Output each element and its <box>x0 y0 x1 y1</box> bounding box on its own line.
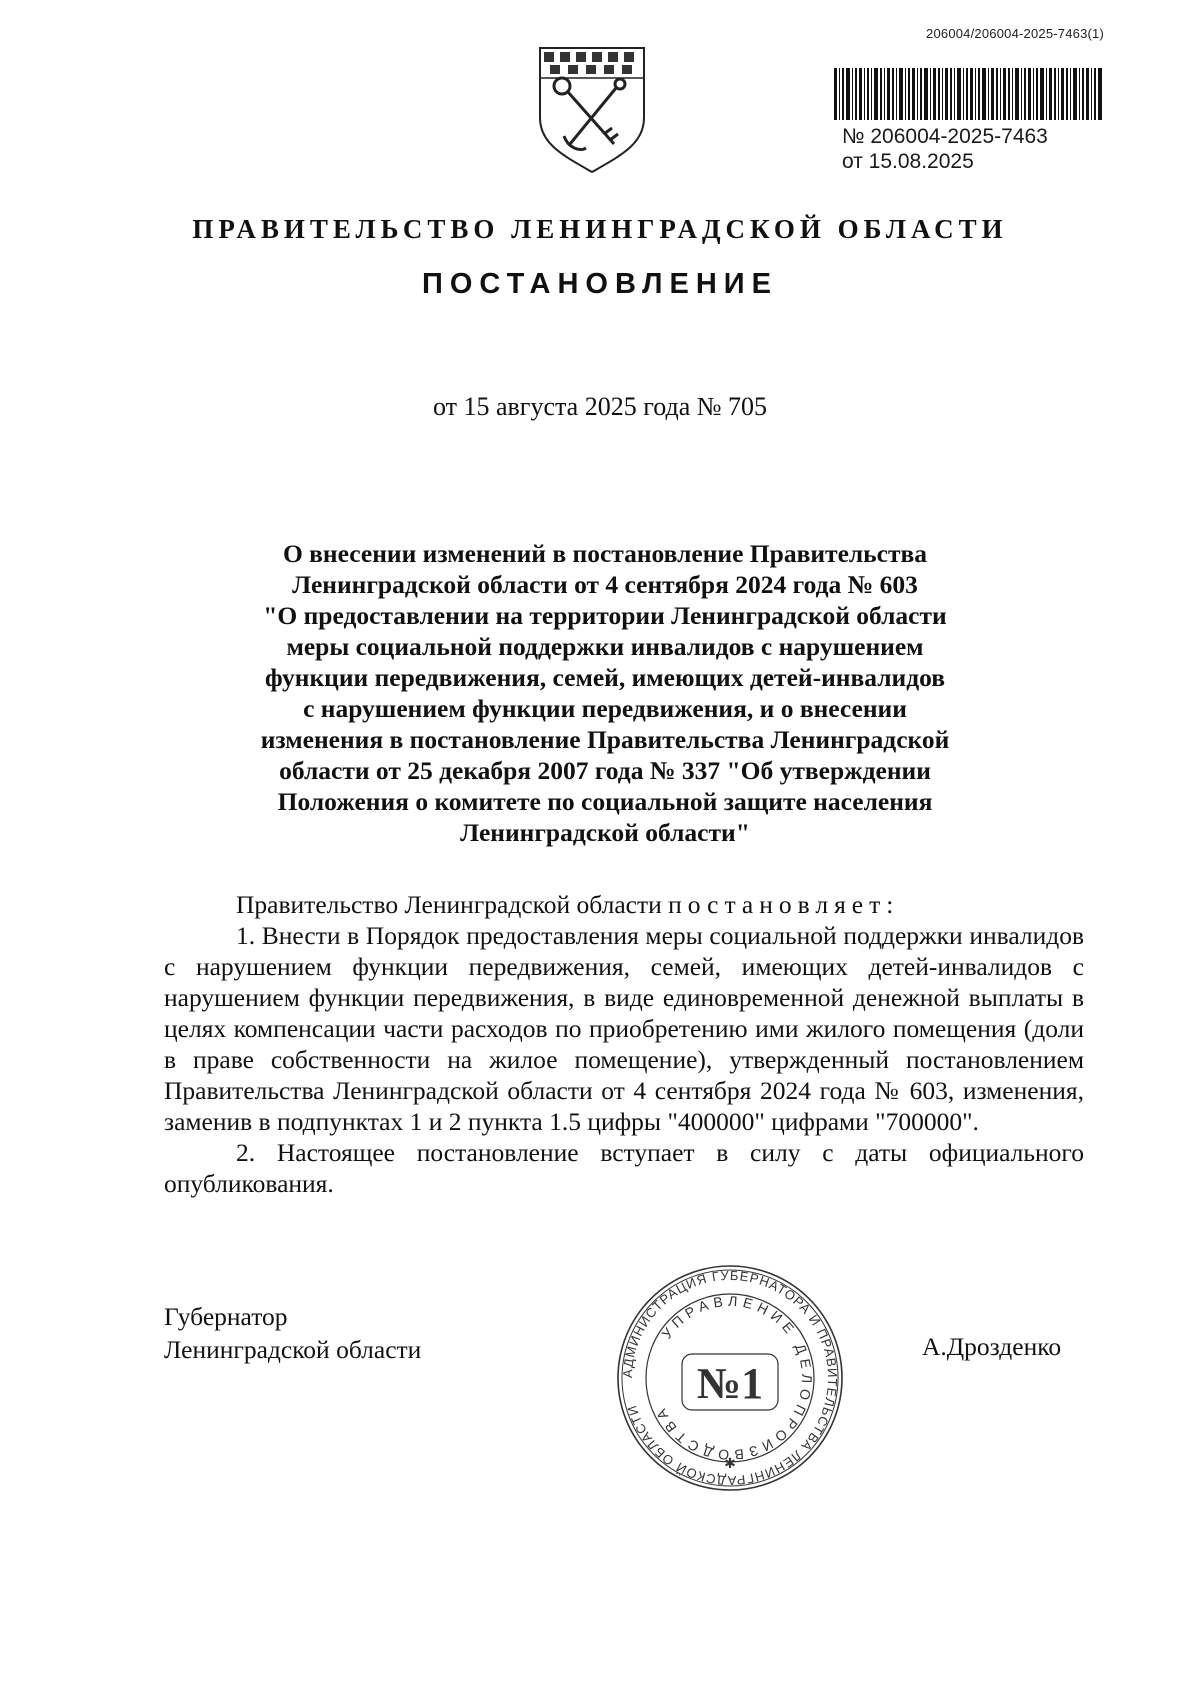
barcode-icon <box>834 68 1102 120</box>
registration-date: от 15.08.2025 <box>842 150 974 173</box>
seal-inner-text: УПРАВЛЕНИЕ ДЕЛОПРОИЗВОДСТВА <box>650 1292 816 1464</box>
document-date-number: от 15 августа 2025 года № 705 <box>432 392 768 421</box>
document-type: ПОСТАНОВЛЕНИЕ <box>422 268 778 300</box>
subject-line: Ленинградской области" <box>460 818 750 847</box>
subject-line: с нарушением функции передвижения, и о внесении <box>303 694 907 723</box>
registration-id: 206004/206004-2025-7463(1) <box>926 26 1104 41</box>
signer-title-line: Губернатор <box>164 1302 288 1331</box>
seal-star-icon: ✱ <box>724 1457 736 1472</box>
subject-line: О внесении изменений в постановление Правительства <box>282 539 928 568</box>
preamble <box>164 889 1084 920</box>
document-subject <box>210 538 1000 848</box>
subject-line: области от 25 декабря 2007 года № 337 "Об утверждении <box>279 756 931 785</box>
subject-line: "О предоставлении на территории Ленинградской области <box>263 601 947 630</box>
official-seal-icon <box>614 1262 846 1494</box>
signer-title-line: Ленинградской области <box>164 1335 422 1364</box>
subject-line: Ленинградской области от 4 сентября 2024 года № 603 <box>292 570 918 599</box>
registration-number: № 206004-2025-7463 <box>842 125 1048 148</box>
seal-center-number: №1 <box>696 1359 764 1408</box>
subject-line: изменения в постановление Правительства Ленинградской <box>260 725 950 754</box>
paragraph-1: 1. Внести в Порядок предоставления меры социальной поддержки инвалидов с нарушением функции передвижения, семей, имеющих детей-инвалидов с нарушением функции передвижения, в виде единовременной денежной выплаты в целях компенсации части расходов по приобретению ими жилого помещения (доли в праве собственности на жилое помещение), утвержденный постановлением Правительства Ленинградской области от 4 сентября 2024 года № 603, изменения, заменив в подпунктах 1 и 2 пункта 1.5 цифры "400000" цифрами "700000". <box>164 921 1084 1136</box>
paragraph-2: 2. Настоящее постановление вступает в силу с даты официального опубликования. <box>164 1138 1084 1198</box>
registration-block <box>842 124 1048 174</box>
subject-line: меры социальной поддержки инвалидов с нарушением <box>286 632 924 661</box>
subject-line: функции передвижения, семей, имеющих детей-инвалидов <box>265 663 945 692</box>
subject-line: Положения о комитете по социальной защите населения <box>277 787 933 816</box>
government-title: ПРАВИТЕЛЬСТВО ЛЕНИНГРАДСКОЙ ОБЛАСТИ <box>192 214 1008 244</box>
preamble-verb: постановляет: <box>668 890 900 919</box>
document-body <box>164 889 1084 1199</box>
coat-of-arms-icon <box>534 44 650 176</box>
seal-ring-text: АДМИНИСТРАЦИЯ ГУБЕРНАТОРА И ПРАВИТЕЛЬСТВА ЛЕНИНГРАДСКОЙ ОБЛАСТИ <box>619 1267 841 1489</box>
preamble-subject: Правительство Ленинградской области <box>236 890 662 919</box>
signer-name: А.Дрозденко <box>922 1332 1062 1361</box>
signer-title <box>164 1300 421 1366</box>
